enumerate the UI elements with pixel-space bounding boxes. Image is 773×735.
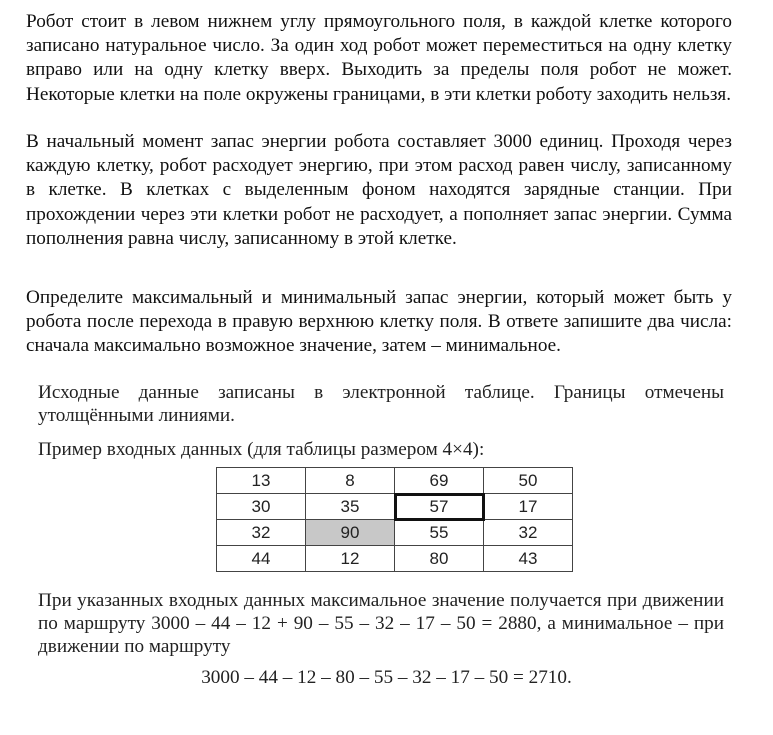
grid-row: [217, 546, 573, 572]
grid-cell: 12: [306, 546, 395, 572]
grid-cell: 8: [306, 468, 395, 494]
charging-station-cell: 90: [306, 520, 395, 546]
grid-cell: 44: [217, 546, 306, 572]
task-paragraph: Определите максимальный и минимальный запас энергии, который может быть у робота после перехода в правую верхнюю клетку поля. В ответе запишите два числа: сначала максимально возможное значение, затем – минимальное.: [26, 287, 732, 357]
grid-cell: 32: [217, 520, 306, 546]
grid-cell: 35: [306, 494, 395, 520]
grid-cell: 43: [484, 546, 573, 572]
example-caption: Пример входных данных (для таблицы размером 4×4):: [38, 439, 485, 460]
grid-cell: 17: [484, 494, 573, 520]
grid-cell: 69: [395, 468, 484, 494]
problem-paragraph-1: Робот стоит в левом нижнем углу прямоугольного поля, в каждой клетке которого записано натуральное число. За один ход робот может переместиться на одну клетку вправо или на одну клетку вверх. Выходить за пределы поля робот не может. Некоторые клетки на поле окружены границами, в эти клетки роботу заходить нельзя.: [26, 11, 732, 105]
walled-cell: 57: [395, 494, 484, 520]
min-route-formula: 3000 – 44 – 12 – 80 – 55 – 32 – 17 – 50 = 2710.: [201, 667, 572, 688]
grid-row: [217, 494, 573, 520]
grid-cell: 30: [217, 494, 306, 520]
grid-row: [217, 520, 573, 546]
example-grid: [216, 467, 573, 572]
problem-paragraph-2: В начальный момент запас энергии робота составляет 3000 единиц. Проходя через каждую клетку, робот расходует энергию, при этом расход равен числу, записанному в клетке. В клетках с выделенным фоном находятся зарядные станции. При прохождении через эти клетки робот не расходует, а пополняет запас энергии. Сумма пополнения равна числу, записанному в этой клетке.: [26, 131, 732, 249]
grid-cell: 50: [484, 468, 573, 494]
data-note-paragraph: Исходные данные записаны в электронной таблице. Границы отмечены утолщёнными линиями.: [38, 382, 724, 426]
explanation-paragraph: При указанных входных данных максимальное значение получается при движении по маршруту 3000 – 44 – 12 + 90 – 55 – 32 – 17 – 50 = 2880, а минимальное – при движении по маршруту: [38, 590, 724, 657]
grid-cell: 80: [395, 546, 484, 572]
grid-cell: 55: [395, 520, 484, 546]
grid-cell: 13: [217, 468, 306, 494]
grid-row: [217, 468, 573, 494]
grid-cell: 32: [484, 520, 573, 546]
